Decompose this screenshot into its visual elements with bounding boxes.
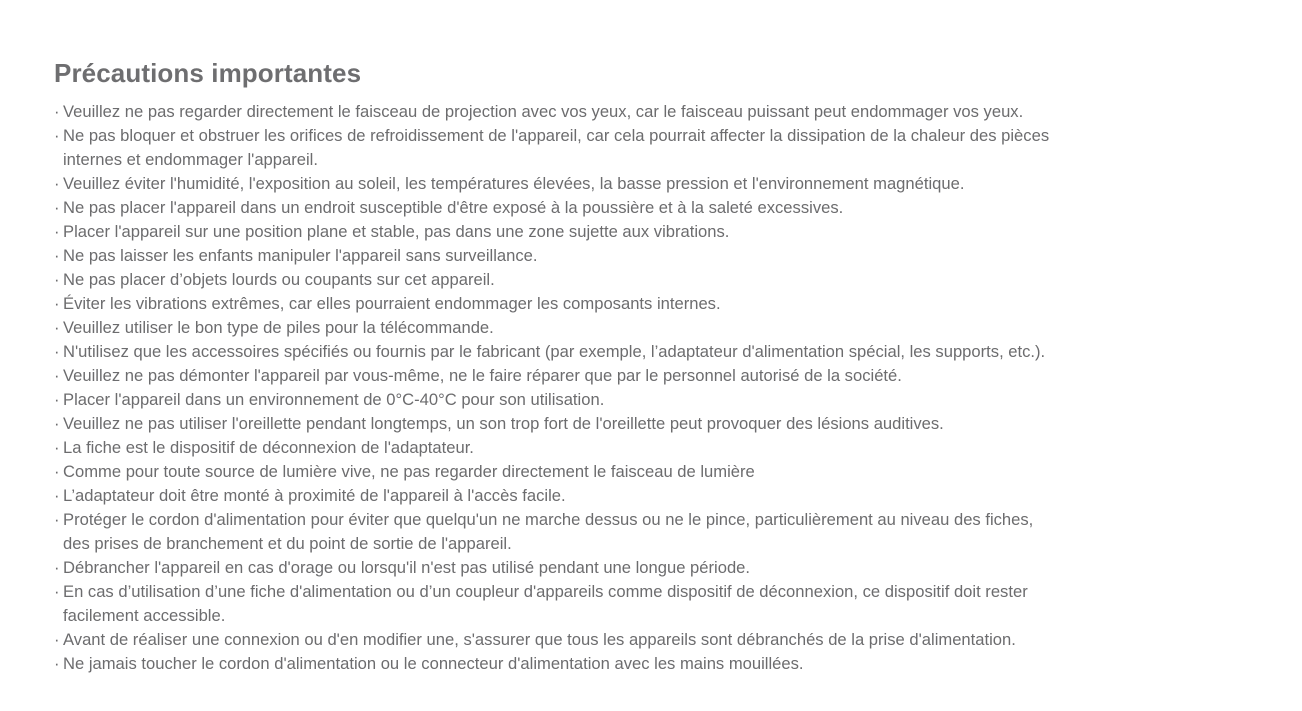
bullet-icon: · xyxy=(54,510,60,529)
bullet-icon: · xyxy=(54,102,60,121)
bullet-icon: · xyxy=(54,582,60,601)
bullet-icon: · xyxy=(54,414,60,433)
page-title: Précautions importantes xyxy=(54,58,362,88)
list-item xyxy=(54,460,1284,484)
list-item-text: En cas d’utilisation d’une fiche d'alimentation ou d’un coupleur d'appareils comme dispositif de déconnexion, ce dispositif doit rester facilement accessible. xyxy=(63,582,1028,625)
list-item-text: Ne pas bloquer et obstruer les orifices de refroidissement de l'appareil, car cela pourrait affecter la dissipation de la chaleur des pièces internes et endommager l'appareil. xyxy=(63,126,1050,169)
bullet-icon: · xyxy=(54,438,60,457)
list-item xyxy=(54,364,1284,388)
list-item xyxy=(54,292,1284,316)
list-item-text: Ne pas laisser les enfants manipuler l'appareil sans surveillance. xyxy=(63,246,538,265)
bullet-icon: · xyxy=(54,654,60,673)
list-item-text: Placer l'appareil sur une position plane et stable, pas dans une zone sujette aux vibrations. xyxy=(63,222,730,241)
bullet-icon: · xyxy=(54,198,60,217)
bullet-icon: · xyxy=(54,486,60,505)
bullet-icon: · xyxy=(54,462,60,481)
list-item-text: Avant de réaliser une connexion ou d'en modifier une, s'assurer que tous les appareils sont débranchés de la prise d'alimentation. xyxy=(63,630,1016,649)
list-item xyxy=(54,508,1284,556)
list-item xyxy=(54,172,1284,196)
list-item xyxy=(54,628,1284,652)
list-item-text: L’adaptateur doit être monté à proximité de l'appareil à l'accès facile. xyxy=(63,486,566,505)
list-item-text: Comme pour toute source de lumière vive, ne pas regarder directement le faisceau de lumière xyxy=(63,462,755,481)
list-item-text: N'utilisez que les accessoires spécifiés ou fournis par le fabricant (par exemple, l’adaptateur d'alimentation spécial, les supports, etc.). xyxy=(63,342,1046,361)
list-item xyxy=(54,556,1284,580)
list-item-text: Veuillez éviter l'humidité, l'exposition au soleil, les températures élevées, la basse pression et l'environnement magnétique. xyxy=(63,174,965,193)
bullet-icon: · xyxy=(54,366,60,385)
bullet-icon: · xyxy=(54,270,60,289)
list-item xyxy=(54,220,1284,244)
list-item xyxy=(54,100,1284,124)
list-item-text: Ne pas placer l'appareil dans un endroit susceptible d'être exposé à la poussière et à la saleté excessives. xyxy=(63,198,844,217)
list-item xyxy=(54,340,1284,364)
bullet-icon: · xyxy=(54,558,60,577)
bullet-icon: · xyxy=(54,126,60,145)
list-item xyxy=(54,316,1284,340)
list-item-text: Ne jamais toucher le cordon d'alimentation ou le connecteur d'alimentation avec les mains mouillées. xyxy=(63,654,804,673)
list-item-text: Veuillez utiliser le bon type de piles pour la télécommande. xyxy=(63,318,494,337)
bullet-icon: · xyxy=(54,318,60,337)
precautions-section xyxy=(54,56,1284,676)
list-item-text: Veuillez ne pas regarder directement le faisceau de projection avec vos yeux, car le faisceau puissant peut endommager vos yeux. xyxy=(63,102,1024,121)
list-item-text: Débrancher l'appareil en cas d'orage ou lorsqu'il n'est pas utilisé pendant une longue période. xyxy=(63,558,751,577)
list-item xyxy=(54,652,1284,676)
bullet-icon: · xyxy=(54,294,60,313)
list-item xyxy=(54,436,1284,460)
list-item xyxy=(54,244,1284,268)
list-item-text: Éviter les vibrations extrêmes, car elles pourraient endommager les composants internes. xyxy=(63,294,721,313)
list-item xyxy=(54,412,1284,436)
list-item-text: Ne pas placer d’objets lourds ou coupants sur cet appareil. xyxy=(63,270,495,289)
list-item-text: Veuillez ne pas démonter l'appareil par vous-même, ne le faire réparer que par le personnel autorisé de la société. xyxy=(63,366,902,385)
bullet-icon: · xyxy=(54,342,60,361)
list-item xyxy=(54,580,1284,628)
list-item xyxy=(54,124,1284,172)
list-item xyxy=(54,388,1284,412)
list-item-text: Protéger le cordon d'alimentation pour éviter que quelqu'un ne marche dessus ou ne le pince, particulièrement au niveau des fiches, des prises de branchement et du point de sortie de l'appareil. xyxy=(63,510,1034,553)
bullet-icon: · xyxy=(54,390,60,409)
precautions-list xyxy=(54,100,1284,676)
bullet-icon: · xyxy=(54,174,60,193)
list-item xyxy=(54,268,1284,292)
list-item-text: La fiche est le dispositif de déconnexion de l'adaptateur. xyxy=(63,438,474,457)
bullet-icon: · xyxy=(54,630,60,649)
list-item-text: Veuillez ne pas utiliser l'oreillette pendant longtemps, un son trop fort de l'oreillette peut provoquer des lésions auditives. xyxy=(63,414,944,433)
list-item-text: Placer l'appareil dans un environnement de 0°C-40°C pour son utilisation. xyxy=(63,390,605,409)
bullet-icon: · xyxy=(54,246,60,265)
list-item xyxy=(54,484,1284,508)
bullet-icon: · xyxy=(54,222,60,241)
list-item xyxy=(54,196,1284,220)
